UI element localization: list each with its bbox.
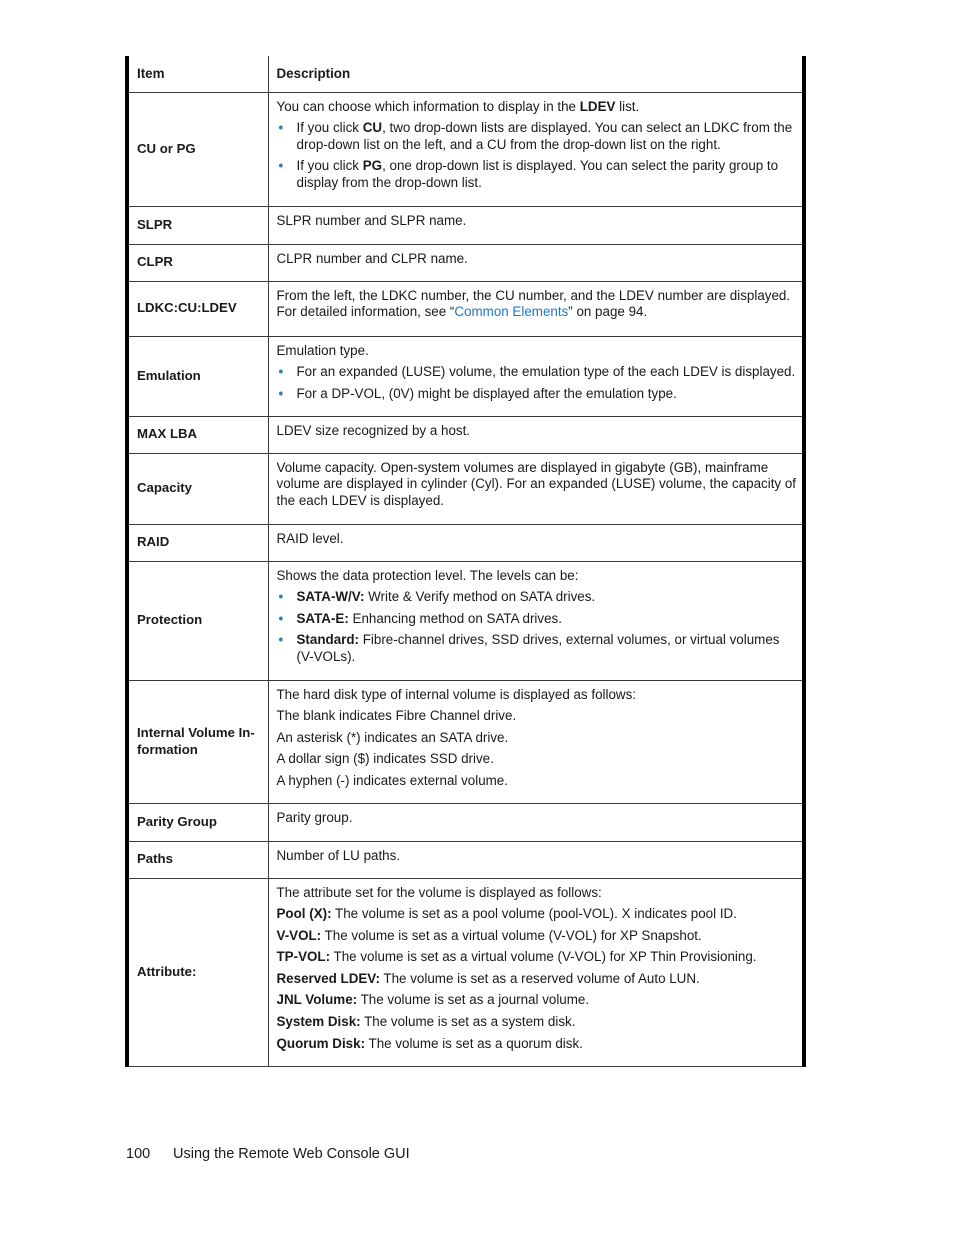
bold-term: SATA-E: [296,610,349,626]
item-name-cell: Internal Volume In-formation [127,680,268,803]
table-row [127,92,804,206]
bold-term: TP-VOL: [276,949,331,965]
text-run: For an expanded (LUSE) volume, the emulation type of the each LDEV is displayed. [296,364,796,380]
bullet-item [277,632,797,665]
text-run: Shows the data protection level. The levels can be: [276,567,579,583]
description-paragraph [277,213,797,230]
text-run: Enhancing method on SATA drives. [348,610,562,626]
description-paragraph [277,906,797,923]
description-table [125,56,806,1067]
description-cell [268,416,804,453]
bold-term: V-VOL: [276,927,322,943]
table-row [127,416,804,453]
table-header-row [127,56,804,92]
text-run: RAID level. [276,530,344,546]
text-run: Write & Verify method on SATA drives. [364,589,596,605]
description-cell [268,561,804,680]
text-run: ” on page 94. [568,304,648,320]
text-run: The volume is set as a journal volume. [357,992,590,1008]
bullet-item [277,589,797,606]
bullet-item [277,386,797,403]
description-cell [268,878,804,1066]
item-name-cell: CU or PG [127,92,268,206]
bold-term: JNL Volume: [276,992,358,1008]
text-run: LDEV size recognized by a host. [276,422,471,438]
item-name-cell: Capacity [127,453,268,524]
text-run: The volume is set as a quorum disk. [365,1035,583,1051]
bold-term: SATA-W/V: [296,589,365,605]
table-body [127,92,804,1066]
table-row [127,281,804,336]
description-cell [268,841,804,878]
bullet-icon: • [278,158,284,174]
text-run: SLPR number and SLPR name. [276,212,467,228]
bullet-icon: • [278,364,284,380]
text-run: Number of LU paths. [276,847,401,863]
description-paragraph [277,568,797,585]
text-run: , one drop-down list is displayed. You can select the parity group to display from the drop-down list. [296,158,779,190]
table-row [127,206,804,244]
description-paragraph [277,928,797,945]
description-paragraph [277,687,797,704]
description-cell [268,92,804,206]
bullet-item [277,120,797,153]
text-run: A dollar sign ($) indicates SSD drive. [276,751,494,767]
item-name-cell: Paths [127,841,268,878]
column-header-description: Description [268,56,804,92]
bold-term: PG [362,158,383,174]
table-row [127,336,804,416]
table-row [127,680,804,803]
description-paragraph [277,1036,797,1053]
description-paragraph [277,288,797,321]
page-number: 100 [126,1146,151,1162]
text-run: list. [615,98,640,114]
description-paragraph [277,730,797,747]
text-run: Volume capacity. Open-system volumes are displayed in gigabyte (GB), mainframe volume are displayed in cylinder (Cyl). For an expanded (LUSE) volume, the capacity of the each LDEV is displayed. [276,459,797,508]
bullet-item [277,364,797,381]
bold-term: Standard: [296,632,359,648]
item-name-cell: Emulation [127,336,268,416]
description-cell [268,453,804,524]
item-name-cell: Parity Group [127,803,268,841]
table-row [127,561,804,680]
table-row [127,244,804,281]
column-header-item: Item [127,56,268,92]
text-run: Fibre-channel drives, SSD drives, external volumes, or virtual volumes (V-VOLs). [296,632,780,664]
text-run: The volume is set as a system disk. [360,1014,576,1030]
bullet-icon: • [278,385,284,401]
table-row [127,453,804,524]
description-paragraph [277,810,797,827]
bullet-icon: • [278,632,284,648]
text-run: If you click [296,120,363,136]
text-run: CLPR number and CLPR name. [276,250,468,266]
description-cell [268,244,804,281]
table-row [127,878,804,1066]
description-cell [268,206,804,244]
text-run: For a DP-VOL, (0V) might be displayed after the emulation type. [296,385,677,401]
text-run: Emulation type. [276,342,369,358]
description-paragraph [277,1014,797,1031]
item-name-cell: CLPR [127,244,268,281]
text-run: An asterisk (*) indicates an SATA drive. [276,729,509,745]
bullet-icon: • [278,610,284,626]
description-paragraph [277,885,797,902]
bullet-item [277,611,797,628]
text-run: , two drop-down lists are displayed. You can select an LDKC from the drop-down list on the left, and a CU from the drop-down list on the right. [296,120,793,152]
item-name-cell: SLPR [127,206,268,244]
text-run: A hyphen (-) indicates external volume. [276,772,508,788]
text-run: The volume is set as a virtual volume (V-VOL) for XP Thin Provisioning. [330,949,757,965]
running-footer-title: Using the Remote Web Console GUI [173,1146,410,1162]
bold-term: CU [362,120,383,136]
text-run: The volume is set as a pool volume (pool-VOL). X indicates pool ID. [331,906,737,922]
table-row [127,524,804,561]
bold-term: Reserved LDEV: [276,970,380,986]
description-paragraph [277,751,797,768]
bold-term: Quorum Disk: [276,1035,366,1051]
bold-term: LDEV [579,98,616,114]
text-run: If you click [296,158,363,174]
description-cell [268,680,804,803]
text-run: The volume is set as a reserved volume of Auto LUN. [379,970,700,986]
description-paragraph [277,251,797,268]
table-row [127,803,804,841]
description-paragraph [277,99,797,116]
description-cell [268,336,804,416]
bold-term: Pool (X): [276,906,332,922]
description-paragraph [277,971,797,988]
text-run: You can choose which information to display in the [276,98,580,114]
bullet-icon: • [278,120,284,136]
item-name-cell: RAID [127,524,268,561]
description-cell [268,281,804,336]
description-paragraph [277,992,797,1009]
item-name-cell: Attribute: [127,878,268,1066]
item-name-cell: MAX LBA [127,416,268,453]
bullet-item [277,158,797,191]
description-paragraph [277,949,797,966]
description-paragraph [277,708,797,725]
table-row [127,841,804,878]
description-paragraph [277,531,797,548]
text-run: The blank indicates Fibre Channel drive. [276,708,517,724]
description-paragraph [277,848,797,865]
description-paragraph [277,423,797,440]
item-name-cell: LDKC:CU:LDEV [127,281,268,336]
text-run: The attribute set for the volume is displayed as follows: [276,884,602,900]
description-paragraph [277,773,797,790]
description-paragraph [277,460,797,510]
description-paragraph [277,343,797,360]
text-run: The hard disk type of internal volume is displayed as follows: [276,686,636,702]
description-cell [268,524,804,561]
bullet-icon: • [278,589,284,605]
item-name-cell: Protection [127,561,268,680]
text-run: The volume is set as a virtual volume (V-VOL) for XP Snapshot. [321,927,702,943]
cross-reference-link[interactable]: Common Elements [454,304,569,320]
text-run: Parity group. [276,809,353,825]
text-run: From the left, the LDKC number, the CU number, and the LDEV number are displayed. For detailed information, see “ [276,287,791,320]
bold-term: System Disk: [276,1014,361,1030]
description-cell [268,803,804,841]
